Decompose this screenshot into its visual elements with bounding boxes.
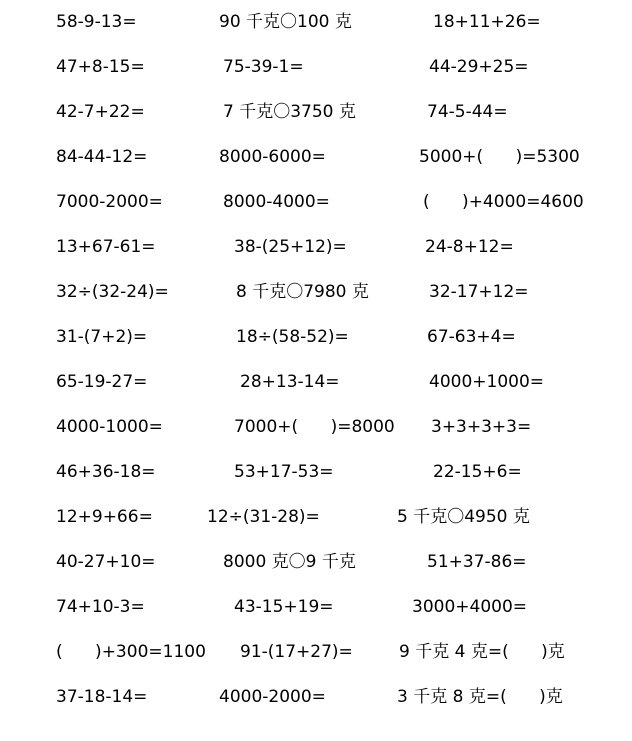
problem-row [0, 322, 632, 352]
problem-item: 9 千克 4 克=( )克 [399, 642, 565, 662]
problem-item: 42-7+22= [56, 102, 145, 122]
problem-item: 40-27+10= [56, 552, 156, 572]
problem-row [0, 412, 632, 442]
problem-item: 58-9-13= [56, 12, 137, 32]
problem-item: 32-17+12= [429, 282, 529, 302]
problem-row [0, 232, 632, 262]
problem-row [0, 547, 632, 577]
problem-item: ( )+300=1100 [56, 642, 206, 662]
problem-row [0, 367, 632, 397]
problem-item: 37-18-14= [56, 687, 148, 707]
problem-row [0, 277, 632, 307]
problem-item: 74+10-3= [56, 597, 145, 617]
problem-row [0, 592, 632, 622]
problem-item: 3 千克 8 克=( )克 [397, 687, 563, 707]
problem-item: 44-29+25= [429, 57, 529, 77]
problem-item: 38-(25+12)= [234, 237, 347, 257]
problem-item: 8000-6000= [219, 147, 326, 167]
problem-item: 8000-4000= [223, 192, 330, 212]
problem-item: 13+67-61= [56, 237, 156, 257]
problem-item: 4000+1000= [429, 372, 545, 392]
problem-item: 31-(7+2)= [56, 327, 148, 347]
problem-row [0, 142, 632, 172]
problem-item: 91-(17+27)= [240, 642, 353, 662]
problem-item: 3+3+3+3= [431, 417, 532, 437]
problem-item: 90 千克〇100 克 [219, 12, 352, 32]
problem-row [0, 502, 632, 532]
problem-row [0, 7, 632, 37]
problem-item: 4000-1000= [56, 417, 163, 437]
problem-item: 43-15+19= [234, 597, 334, 617]
problem-item: 8000 克〇9 千克 [223, 552, 356, 572]
problem-item: 47+8-15= [56, 57, 145, 77]
problem-row [0, 682, 632, 712]
problem-item: 7000+( )=8000 [234, 417, 395, 437]
problem-item: 4000-2000= [219, 687, 326, 707]
problem-item: 18÷(58-52)= [236, 327, 349, 347]
problem-item: 22-15+6= [433, 462, 522, 482]
problem-item: 46+36-18= [56, 462, 156, 482]
problem-item: 12+9+66= [56, 507, 153, 527]
problem-item: 67-63+4= [427, 327, 516, 347]
problem-item: 7000-2000= [56, 192, 163, 212]
problem-item: 12÷(31-28)= [207, 507, 320, 527]
problem-item: 28+13-14= [240, 372, 340, 392]
problem-item: 5 千克〇4950 克 [397, 507, 530, 527]
problem-item: 8 千克〇7980 克 [236, 282, 369, 302]
problem-row [0, 637, 632, 667]
problem-item: 53+17-53= [234, 462, 334, 482]
problem-row [0, 457, 632, 487]
problem-item: 65-19-27= [56, 372, 148, 392]
problem-item: 51+37-86= [427, 552, 527, 572]
problem-item: 32÷(32-24)= [56, 282, 169, 302]
problem-item: 7 千克〇3750 克 [223, 102, 356, 122]
problem-item: 84-44-12= [56, 147, 148, 167]
problem-item: 18+11+26= [433, 12, 541, 32]
problem-item: ( )+4000=4600 [423, 192, 584, 212]
problem-item: 3000+4000= [412, 597, 528, 617]
problem-row [0, 52, 632, 82]
problem-item: 5000+( )=5300 [419, 147, 580, 167]
problem-item: 74-5-44= [427, 102, 508, 122]
problem-row [0, 187, 632, 217]
problem-item: 24-8+12= [425, 237, 514, 257]
problem-item: 75-39-1= [223, 57, 304, 77]
problem-row [0, 97, 632, 127]
